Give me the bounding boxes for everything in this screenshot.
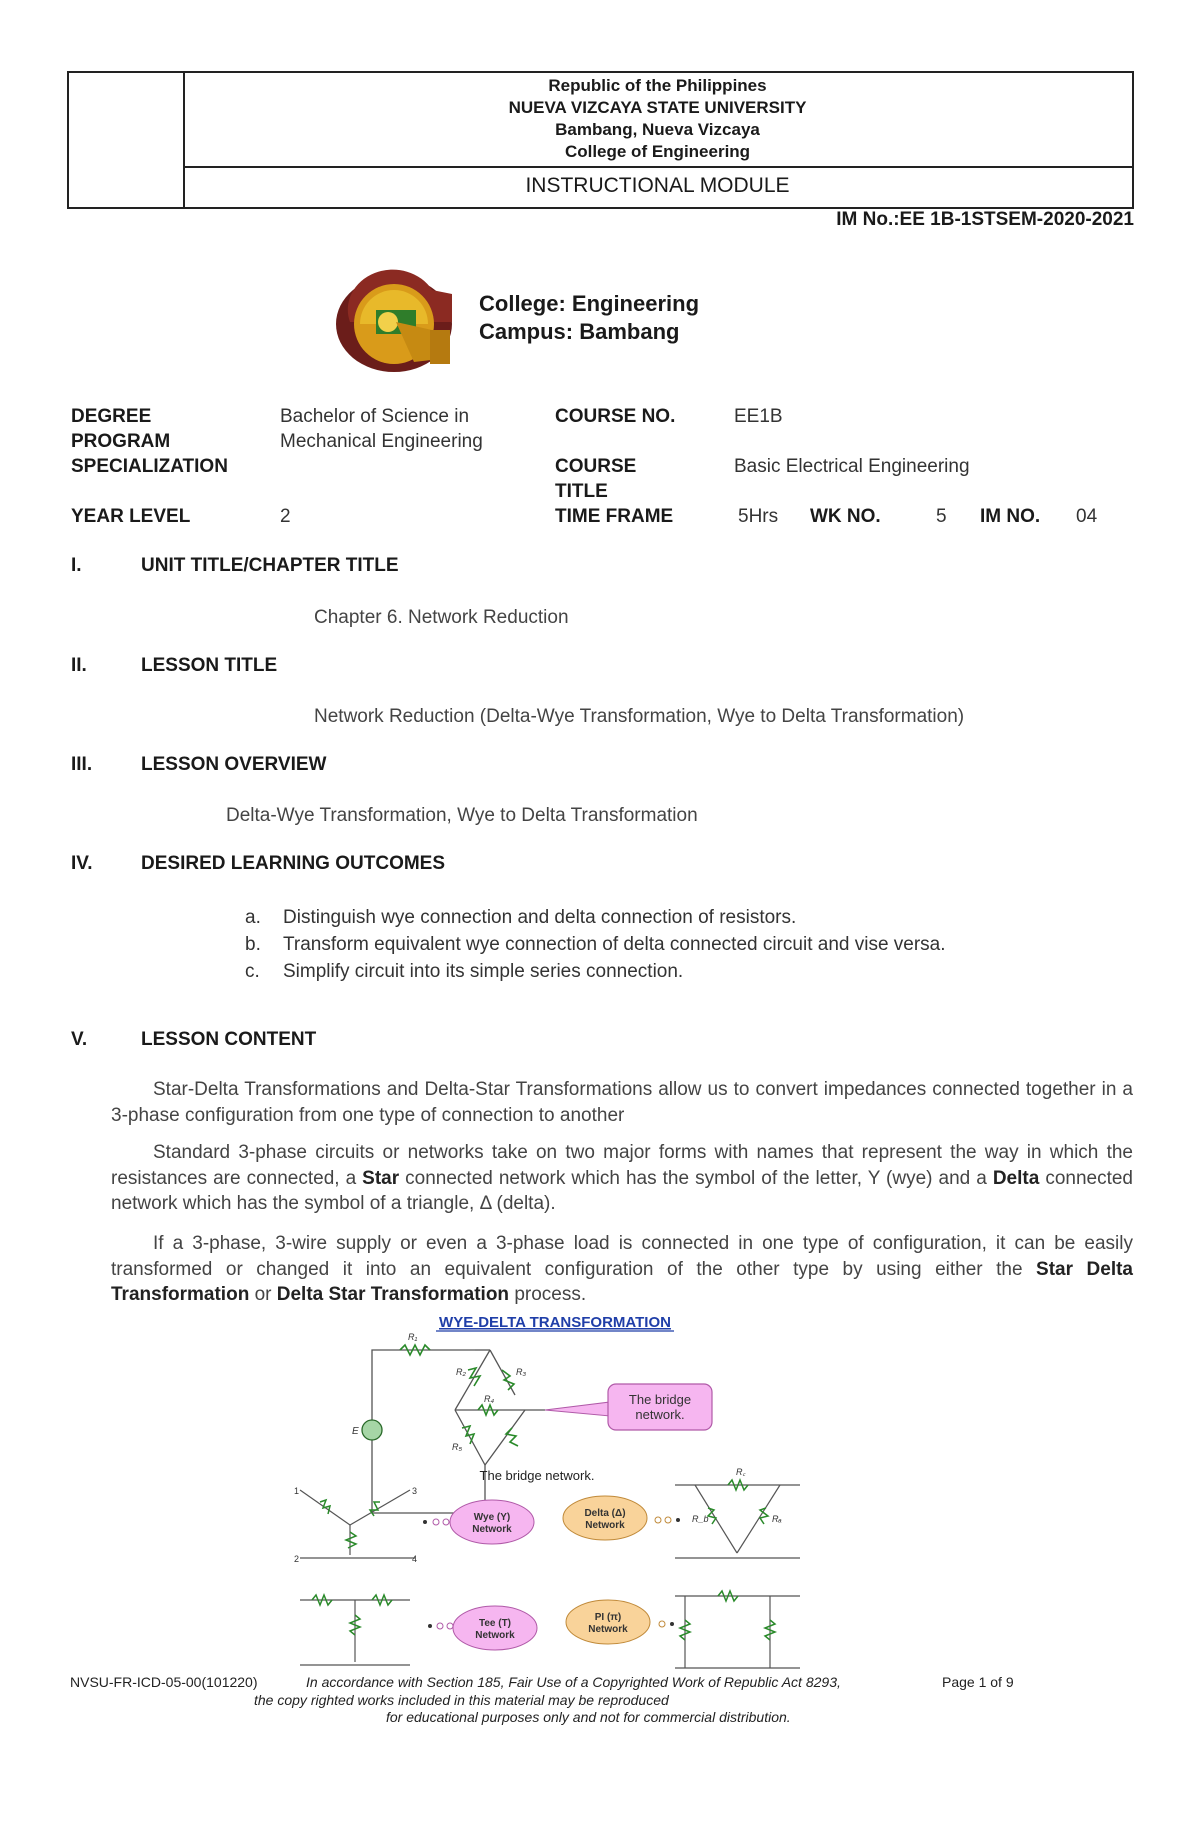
bridge-r4-label: R₄ [484, 1394, 495, 1404]
section-1-body: Chapter 6. Network Reduction [314, 607, 569, 628]
figure-title: WYE-DELTA TRANSFORMATION [439, 1314, 671, 1331]
bridge-callout-text: The bridge network. [628, 1392, 692, 1422]
para2-text-a: Standard 3-phase circuits or networks take on two major forms with names that represent the way in which the resistances are connected, a [111, 1142, 1133, 1189]
degree-label-line1: DEGREE [71, 406, 152, 427]
resistor-zigzags [400, 1345, 518, 1446]
header-box [67, 71, 1134, 209]
list-item [245, 958, 946, 985]
bridge-r5-label: R₅ [452, 1442, 463, 1452]
list-item [245, 931, 946, 958]
week-no-label: WK NO. [810, 506, 881, 527]
list-marker: b. [245, 934, 261, 955]
delta-bubble-text: Delta (Δ) Network [584, 1508, 626, 1531]
year-level-label: YEAR LEVEL [71, 506, 191, 527]
degree-value-line2: Mechanical Engineering [280, 431, 483, 452]
list-text: Distinguish wye connection and delta connection of resistors. [283, 907, 797, 928]
para3-bold-star-delta: Star Delta Transformation [111, 1258, 1133, 1305]
header-university: NUEVA VIZCAYA STATE UNIVERSITY [508, 98, 807, 117]
course-title-label [555, 454, 636, 504]
degree-label-line2: PROGRAM [71, 431, 171, 452]
header-republic: Republic of the Philippines [548, 76, 767, 95]
section-3-number: III. [71, 754, 93, 775]
bridge-r1-label: R₁ [408, 1332, 418, 1342]
delta-rb-label: R_b [692, 1514, 709, 1524]
tee-bubble-text: Tee (T) Network [475, 1618, 515, 1641]
list-marker: a. [245, 907, 261, 928]
footer-copyright-line1: In accordance with Section 185, Fair Use of a Copyrighted Work of Republic Act 8293, [306, 1674, 841, 1690]
section-2-number: II. [71, 655, 87, 676]
wye-node-3: 3 [412, 1486, 418, 1496]
section-2-title: LESSON TITLE [141, 655, 278, 676]
section-1-number: I. [71, 555, 82, 576]
course-title-label-line2: TITLE [555, 481, 608, 502]
section-3-body: Delta-Wye Transformation, Wye to Delta Transformation [226, 805, 698, 826]
im-no-value: 04 [1076, 506, 1098, 527]
para3-text-c: or [249, 1284, 277, 1305]
section-3-title: LESSON OVERVIEW [141, 754, 327, 775]
campus-name: Campus: Bambang [479, 319, 680, 344]
list-text: Transform equivalent wye connection of delta connected circuit and vise versa. [283, 934, 946, 955]
section-5-number: V. [71, 1029, 88, 1050]
list-item [245, 904, 946, 931]
module-title: INSTRUCTIONAL MODULE [525, 174, 790, 197]
wye-node-4: 4 [412, 1554, 418, 1564]
header-text [183, 73, 1132, 168]
pi-bubble-text: PI (π) Network [588, 1612, 628, 1635]
degree-value-line1: Bachelor of Science in [280, 406, 470, 427]
para3-text-a: If a 3-phase, 3-wire supply or even a 3-phase load is connected in one type of configuration, it can be easily transformed or changed it into an equivalent configuration of the other type by using either the [111, 1233, 1133, 1280]
wye-node-2: 2 [294, 1554, 300, 1564]
delta-rc-label: R꜀ [736, 1467, 746, 1477]
wye-network [300, 1490, 415, 1558]
course-no-value: EE1B [734, 406, 783, 427]
im-number: IM No.:EE 1B-1STSEM-2020-2021 [836, 209, 1134, 230]
para2-bold-star: Star [362, 1167, 400, 1189]
section-2-body: Network Reduction (Delta-Wye Transformation, Wye to Delta Transformation) [314, 706, 965, 727]
wye-node-1: 1 [294, 1486, 300, 1496]
year-level-value: 2 [280, 506, 291, 527]
header-college: College of Engineering [564, 142, 751, 161]
week-no-value: 5 [936, 506, 947, 527]
wye-bubble-text: Wye (Y) Network [472, 1512, 512, 1535]
degree-value [280, 404, 483, 454]
course-title-value: Basic Electrical Engineering [734, 456, 970, 477]
section-1-title: UNIT TITLE/CHAPTER TITLE [141, 555, 399, 576]
source-label: E [352, 1426, 359, 1437]
degree-label-line3: SPECIALIZATION [71, 456, 228, 477]
delta-ra-label: Rₐ [772, 1514, 782, 1524]
footer-form-code: NVSU-FR-ICD-05-00(101220) [70, 1674, 258, 1690]
page-footer [70, 1674, 1130, 1744]
para3-text-e: process. [509, 1284, 587, 1305]
pi-network [675, 1596, 800, 1668]
header-location: Bambang, Nueva Vizcaya [555, 120, 760, 139]
wye-delta-figure [290, 1310, 830, 1685]
footer-copyright-line2: the copy righted works included in this material may be reproduced [254, 1692, 669, 1708]
university-logo [332, 262, 467, 377]
footer-copyright-line3: for educational purposes only and not for commercial distribution. [386, 1709, 791, 1725]
section-4-number: IV. [71, 853, 93, 874]
section-5-title: LESSON CONTENT [141, 1029, 317, 1050]
college-campus [479, 290, 699, 346]
im-no-label: IM NO. [980, 506, 1041, 527]
college-name: College: Engineering [479, 291, 700, 316]
para2-text-e: connected network which has the symbol of a triangle, Δ (delta). [111, 1167, 1133, 1214]
course-title-label-line1: COURSE [555, 456, 637, 477]
bridge-r3-label: R₃ [516, 1367, 527, 1377]
voltage-source-icon [362, 1420, 382, 1440]
para3-bold-delta-star: Delta Star Transformation [276, 1284, 510, 1305]
header-logo-cell [69, 73, 185, 207]
learning-outcomes-list [245, 904, 946, 985]
section-4-title: DESIRED LEARNING OUTCOMES [141, 853, 446, 874]
para2-bold-delta: Delta [992, 1167, 1040, 1189]
time-frame-value: 5Hrs [738, 506, 779, 527]
degree-label [71, 404, 228, 479]
content-paragraph-3 [111, 1231, 1133, 1308]
content-paragraph-1: Star-Delta Transformations and Delta-Star Transformations allow us to convert impedances connected together in a 3-phase configuration from one type of connection to another [111, 1079, 1133, 1126]
list-marker: c. [245, 961, 260, 982]
bridge-r2-label: R₂ [456, 1367, 466, 1377]
course-no-label: COURSE NO. [555, 406, 676, 427]
list-text: Simplify circuit into its simple series connection. [283, 961, 684, 982]
para2-text-c: connected network which has the symbol of the letter, Y (wye) and a [399, 1167, 993, 1189]
time-frame-label: TIME FRAME [555, 506, 674, 527]
content-paragraph-2 [111, 1140, 1133, 1217]
bridge-caption: The bridge network. [479, 1468, 595, 1483]
footer-page-number: Page 1 of 9 [942, 1674, 1014, 1690]
tee-network [300, 1600, 410, 1665]
